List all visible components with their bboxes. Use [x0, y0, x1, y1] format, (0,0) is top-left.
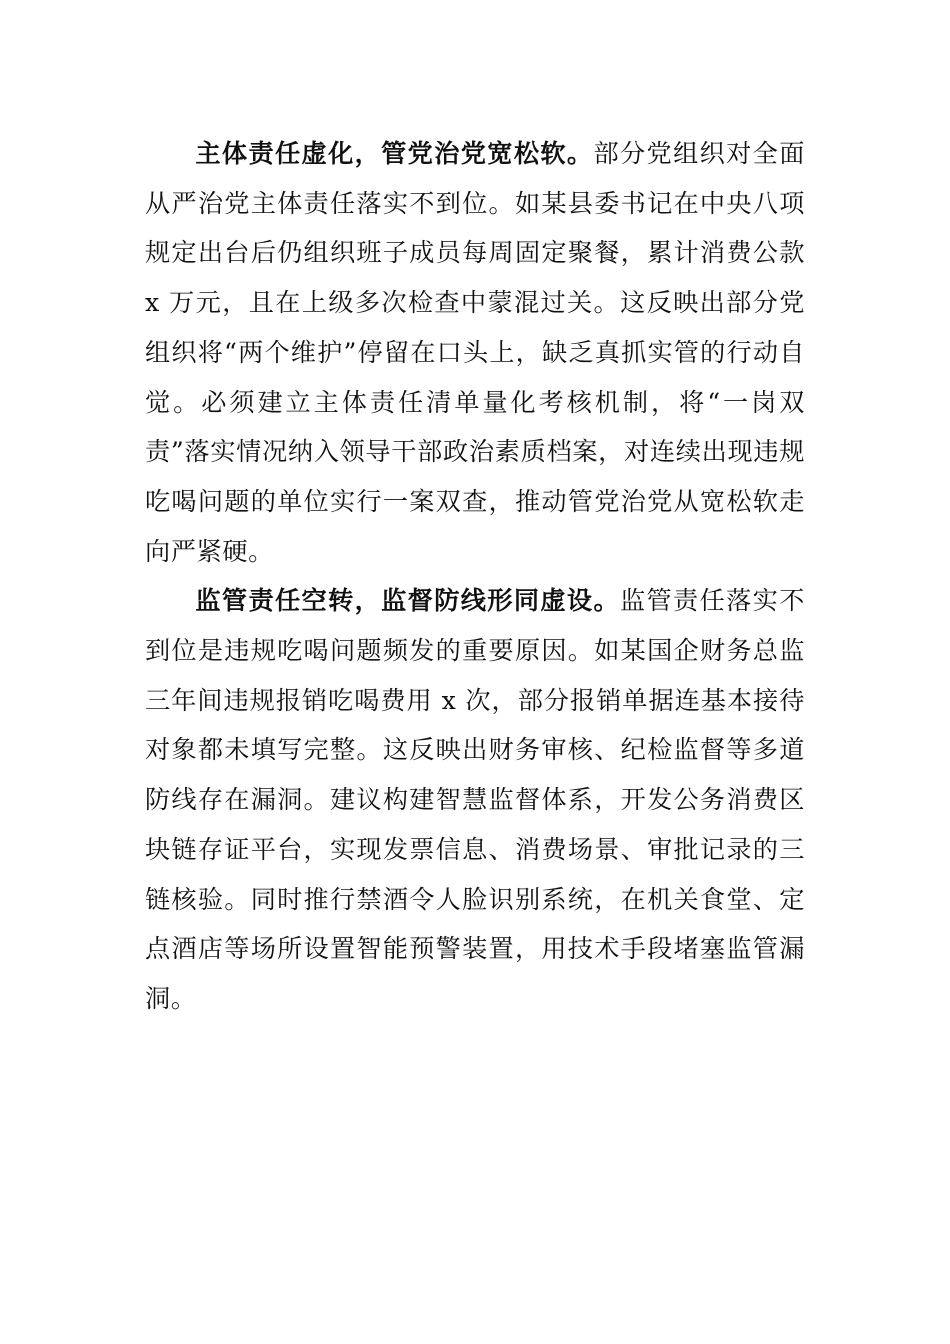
document-body [145, 129, 805, 1024]
paragraph-supervision-responsibility [145, 576, 805, 1023]
paragraph-body-text: 监管责任落实不到位是违规吃喝问题频发的重要原因。如某国企财务总监三年间违规报销吃喝费用 x 次，部分报销单据连基本接待对象都未填写完整。这反映出财务审核、纪检监督等多道防线存在漏洞。建议构建智慧监督体系，开发公务消费区块链存证平台，实现发票信息、消费场景、审批记录的三链核验。同时推行禁酒令人脸识别系统，在机关食堂、定点酒店等场所设置智能预警装置，用技术手段堵塞监管漏洞。 [145, 586, 805, 1013]
paragraph-lead-heading: 主体责任虚化，管党治党宽松软。 [195, 139, 594, 168]
paragraph-lead-heading: 监管责任空转，监督防线形同虚设。 [195, 586, 620, 616]
paragraph-body-text: 部分党组织对全面从严治党主体责任落实不到位。如某县委书记在中央八项规定出台后仍组织班子成员每周固定聚餐，累计消费公款 x 万元，且在上级多次检查中蒙混过关。这反映出部分党组织将“两个维护”停留在口头上，缺乏真抓实管的行动自觉。必须建立主体责任清单量化考核机制，将“一岗双责”落实情况纳入领导干部政治素质档案，对连续出现违规吃喝问题的单位实行一案双查，推动管党治党从宽松软走向严紧硬。 [145, 139, 805, 566]
paragraph-subject-responsibility [145, 129, 805, 576]
